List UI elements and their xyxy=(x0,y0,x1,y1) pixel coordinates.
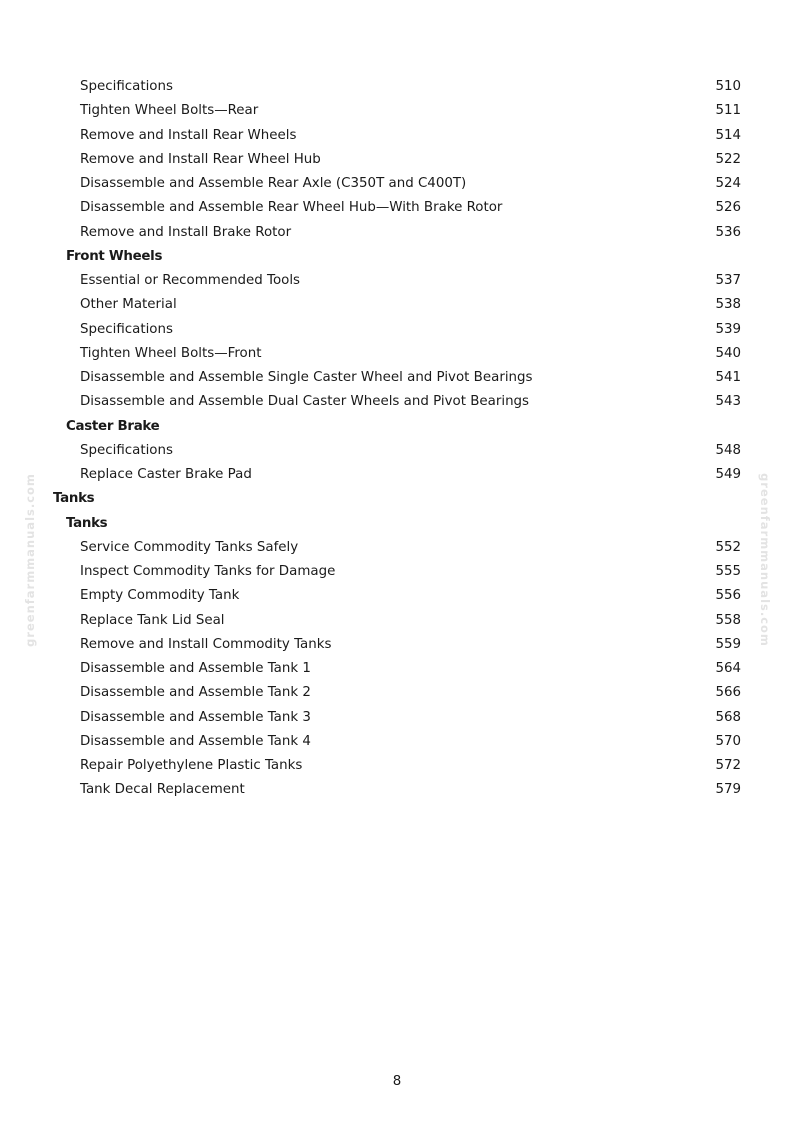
toc-entry[interactable] xyxy=(0,390,794,414)
toc-entry-title: Disassemble and Assemble Tank 2 xyxy=(80,685,311,701)
toc-entry[interactable] xyxy=(0,75,794,99)
table-of-contents xyxy=(0,75,794,803)
toc-entry[interactable] xyxy=(0,439,794,463)
toc-page-number: 559 xyxy=(715,636,741,652)
toc-entry[interactable] xyxy=(0,560,794,584)
toc-entry-title: Disassemble and Assemble Tank 1 xyxy=(80,661,311,676)
toc-entry-title: Disassemble and Assemble Rear Axle (C350T and C400T) xyxy=(80,176,467,191)
toc-page-number: 579 xyxy=(715,782,741,798)
toc-entry-title: Specifications xyxy=(80,442,173,458)
toc-entry[interactable] xyxy=(0,269,794,293)
toc-entry[interactable] xyxy=(0,293,794,317)
toc-entry-title: Disassemble and Assemble Tank 4 xyxy=(80,733,311,749)
toc-entry[interactable] xyxy=(0,584,794,608)
toc-page-number: 539 xyxy=(715,321,741,337)
toc-page-number: 526 xyxy=(715,200,741,216)
toc-entry[interactable] xyxy=(0,778,794,802)
toc-page-number: 555 xyxy=(715,564,741,579)
toc-entry[interactable] xyxy=(0,536,794,560)
toc-entry-title: Remove and Install Commodity Tanks xyxy=(80,636,332,652)
toc-entry-title: Repair Polyethylene Plastic Tanks xyxy=(80,758,303,773)
toc-entry-title: Inspect Commodity Tanks for Damage xyxy=(80,564,336,579)
toc-page-number: 541 xyxy=(715,370,741,385)
toc-subsection xyxy=(0,512,794,536)
toc-page-number: 511 xyxy=(715,103,741,119)
toc-entry-title: Essential or Recommended Tools xyxy=(80,273,301,288)
toc-entry-title: Remove and Install Rear Wheels xyxy=(80,127,297,143)
toc-entry-title: Tighten Wheel Bolts—Rear xyxy=(80,103,259,119)
toc-section-title: Tanks xyxy=(53,491,95,507)
watermark-left: greenfarmmanuals.com xyxy=(23,473,37,647)
toc-section xyxy=(0,487,794,511)
toc-entry[interactable] xyxy=(0,124,794,148)
toc-entry-title: Other Material xyxy=(80,297,177,313)
toc-entry[interactable] xyxy=(0,221,794,245)
toc-page-number: 566 xyxy=(715,685,741,701)
toc-page-number: 552 xyxy=(715,539,741,555)
toc-entry-title: Disassemble and Assemble Tank 3 xyxy=(80,709,311,725)
toc-entry-title: Disassemble and Assemble Single Caster Wheel and Pivot Bearings xyxy=(80,370,533,385)
toc-entry[interactable] xyxy=(0,463,794,487)
toc-page-number: 556 xyxy=(715,588,741,604)
toc-entry[interactable] xyxy=(0,196,794,220)
toc-page-number: 538 xyxy=(715,297,741,313)
toc-entry-title: Specifications xyxy=(80,79,173,94)
page-number: 8 xyxy=(392,1074,402,1089)
toc-page-number: 510 xyxy=(715,79,741,94)
toc-entry-title: Service Commodity Tanks Safely xyxy=(80,539,299,555)
toc-page-number: 514 xyxy=(715,127,741,143)
toc-entry-title: Specifications xyxy=(80,321,173,337)
toc-entry-title: Remove and Install Brake Rotor xyxy=(80,224,292,240)
toc-entry-title: Replace Tank Lid Seal xyxy=(80,612,225,628)
toc-entry[interactable] xyxy=(0,633,794,657)
toc-subsection xyxy=(0,415,794,439)
toc-entry-title: Disassemble and Assemble Rear Wheel Hub—With Brake Rotor xyxy=(80,200,503,216)
toc-page-number: 564 xyxy=(715,661,741,676)
toc-page-number: 568 xyxy=(715,709,741,725)
toc-subsection-title: Tanks xyxy=(66,515,108,531)
toc-page-number: 572 xyxy=(715,758,741,773)
toc-page-number: 536 xyxy=(715,224,741,240)
toc-page-number: 558 xyxy=(715,612,741,628)
toc-entry-title: Tank Decal Replacement xyxy=(80,782,245,798)
toc-entry[interactable] xyxy=(0,366,794,390)
toc-page-number: 549 xyxy=(715,467,741,482)
toc-entry[interactable] xyxy=(0,681,794,705)
toc-entry[interactable] xyxy=(0,99,794,123)
toc-page-number: 524 xyxy=(715,176,741,191)
toc-page-number: 522 xyxy=(715,151,741,167)
watermark-right: greenfarmmanuals.com xyxy=(758,473,772,647)
toc-page-number: 537 xyxy=(715,273,741,288)
toc-entry[interactable] xyxy=(0,754,794,778)
toc-entry[interactable] xyxy=(0,318,794,342)
toc-entry-title: Remove and Install Rear Wheel Hub xyxy=(80,151,321,167)
toc-entry-title: Replace Caster Brake Pad xyxy=(80,467,252,482)
toc-page-number: 540 xyxy=(715,345,741,361)
toc-entry-title: Tighten Wheel Bolts—Front xyxy=(80,345,262,361)
toc-subsection-title: Front Wheels xyxy=(66,248,163,264)
toc-entry-title: Disassemble and Assemble Dual Caster Wheels and Pivot Bearings xyxy=(80,394,530,410)
toc-entry[interactable] xyxy=(0,609,794,633)
toc-entry[interactable] xyxy=(0,730,794,754)
toc-subsection-title: Caster Brake xyxy=(66,418,160,434)
toc-page-number: 543 xyxy=(715,394,741,410)
toc-entry[interactable] xyxy=(0,706,794,730)
toc-entry-title: Empty Commodity Tank xyxy=(80,588,240,604)
toc-page-number: 570 xyxy=(715,733,741,749)
toc-subsection xyxy=(0,245,794,269)
toc-entry[interactable] xyxy=(0,148,794,172)
toc-entry[interactable] xyxy=(0,172,794,196)
toc-entry[interactable] xyxy=(0,342,794,366)
toc-page-number: 548 xyxy=(715,442,741,458)
toc-entry[interactable] xyxy=(0,657,794,681)
